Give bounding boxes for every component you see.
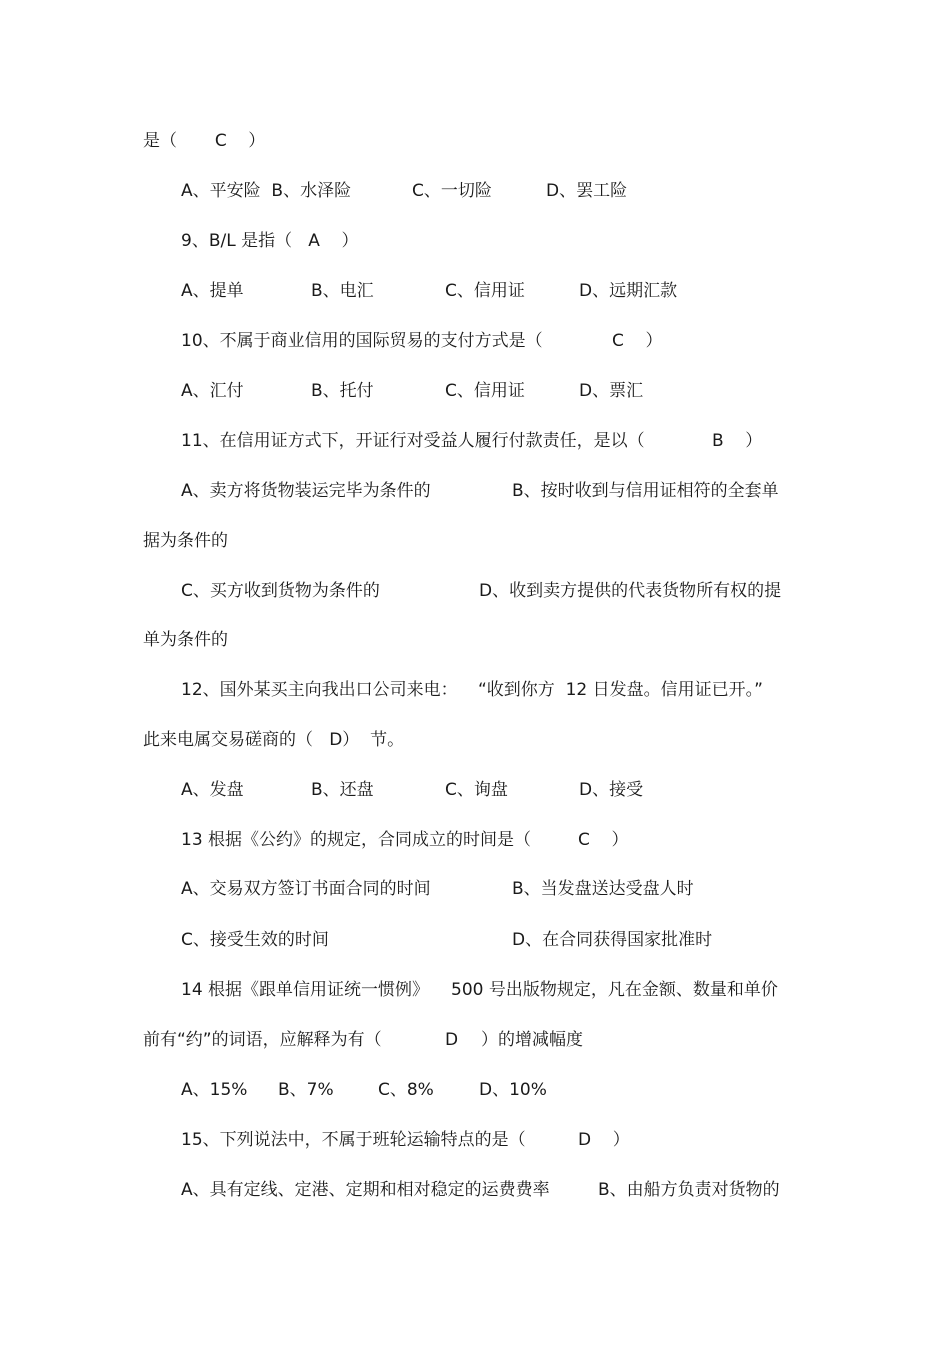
text-segment: D、远期汇款 [579,281,678,301]
text-segment: A、交易双方签订书面合同的时间 [181,879,431,899]
text-segment: B、按时收到与信用证相符的全套单 [512,481,779,501]
text-line [0,877,950,901]
text-segment: A、卖方将货物装运完毕为条件的 [181,481,431,501]
text-segment: A、具有定线、定港、定期和相对稳定的运费费率 [181,1180,550,1200]
text-segment: C、8% [378,1080,434,1100]
text-segment: A、提单 [181,281,244,301]
text-segment: C、信用证 [445,281,525,301]
text-line [0,229,950,253]
text-line [0,828,950,852]
text-segment: 15、下列说法中，不属于班轮运输特点的是（ [181,1130,526,1150]
text-segment: D、罢工险 [546,181,628,201]
text-segment: D、10% [479,1080,547,1100]
text-segment: C、接受生效的时间 [181,930,329,950]
text-segment: D、在合同获得国家批准时 [512,930,713,950]
text-segment: C、询盘 [445,780,508,800]
text-line [0,978,950,1002]
text-segment: 500 号出版物规定，凡在金额、数量和单价 [451,980,778,1000]
text-line [0,1078,950,1102]
text-segment: B、托付 [311,381,374,401]
text-line [0,1178,950,1202]
text-line [0,179,950,203]
text-segment: D [445,1030,459,1050]
text-segment: 12、国外某买主向我出口公司来电： [181,680,458,700]
text-line [0,529,950,553]
text-line [0,678,950,702]
text-segment: A、15% [181,1080,248,1100]
text-segment: ）的增减幅度 [481,1030,583,1050]
text-segment: 11、在信用证方式下，开证行对受益人履行付款责任，是以（ [181,431,645,451]
text-segment: A、汇付 [181,381,244,401]
text-line [0,279,950,303]
text-segment: D ） [578,1130,630,1150]
text-line [0,1028,950,1052]
text-segment: “收到你方 12 日发盘。信用证已开。” [478,680,763,700]
text-line [0,579,950,603]
text-line [0,728,950,752]
text-line [0,778,950,802]
text-segment: B、电汇 [311,281,374,301]
text-segment: 据为条件的 [143,531,228,551]
text-segment: D、接受 [579,780,644,800]
text-line [0,379,950,403]
text-segment: 此来电属交易磋商的（ D） 节。 [143,730,405,750]
text-segment: 是（ C ） [143,131,266,151]
text-segment: C、买方收到货物为条件的 [181,581,380,601]
text-segment: C、信用证 [445,381,525,401]
text-line [0,628,950,652]
text-segment: 9、B/L 是指（ A ） [181,231,359,251]
text-line [0,129,950,153]
text-segment: C ） [578,830,629,850]
text-segment: D、票汇 [579,381,644,401]
text-segment: 14 根据《跟单信用证统一惯例》 [181,980,430,1000]
text-segment: B、还盘 [311,780,374,800]
text-segment: A、发盘 [181,780,244,800]
text-line [0,928,950,952]
text-line [0,479,950,503]
text-segment: 前有“约”的词语，应解释为有（ [143,1030,382,1050]
text-segment: 13 根据《公约》的规定，合同成立的时间是（ [181,830,532,850]
text-segment: 10、不属于商业信用的国际贸易的支付方式是（ [181,331,543,351]
text-segment: B、7% [278,1080,334,1100]
text-segment: B、当发盘送达受盘人时 [512,879,694,899]
text-segment: C、一切险 [412,181,492,201]
text-segment: D、收到卖方提供的代表货物所有权的提 [479,581,782,601]
text-segment: A、平安险 B、水泽险 [181,181,352,201]
text-segment: 单为条件的 [143,630,228,650]
text-line [0,329,950,353]
text-segment: B ） [712,431,763,451]
text-line [0,1128,950,1152]
text-line [0,429,950,453]
text-segment: B、由船方负责对货物的 [598,1180,780,1200]
text-segment: C ） [612,331,663,351]
